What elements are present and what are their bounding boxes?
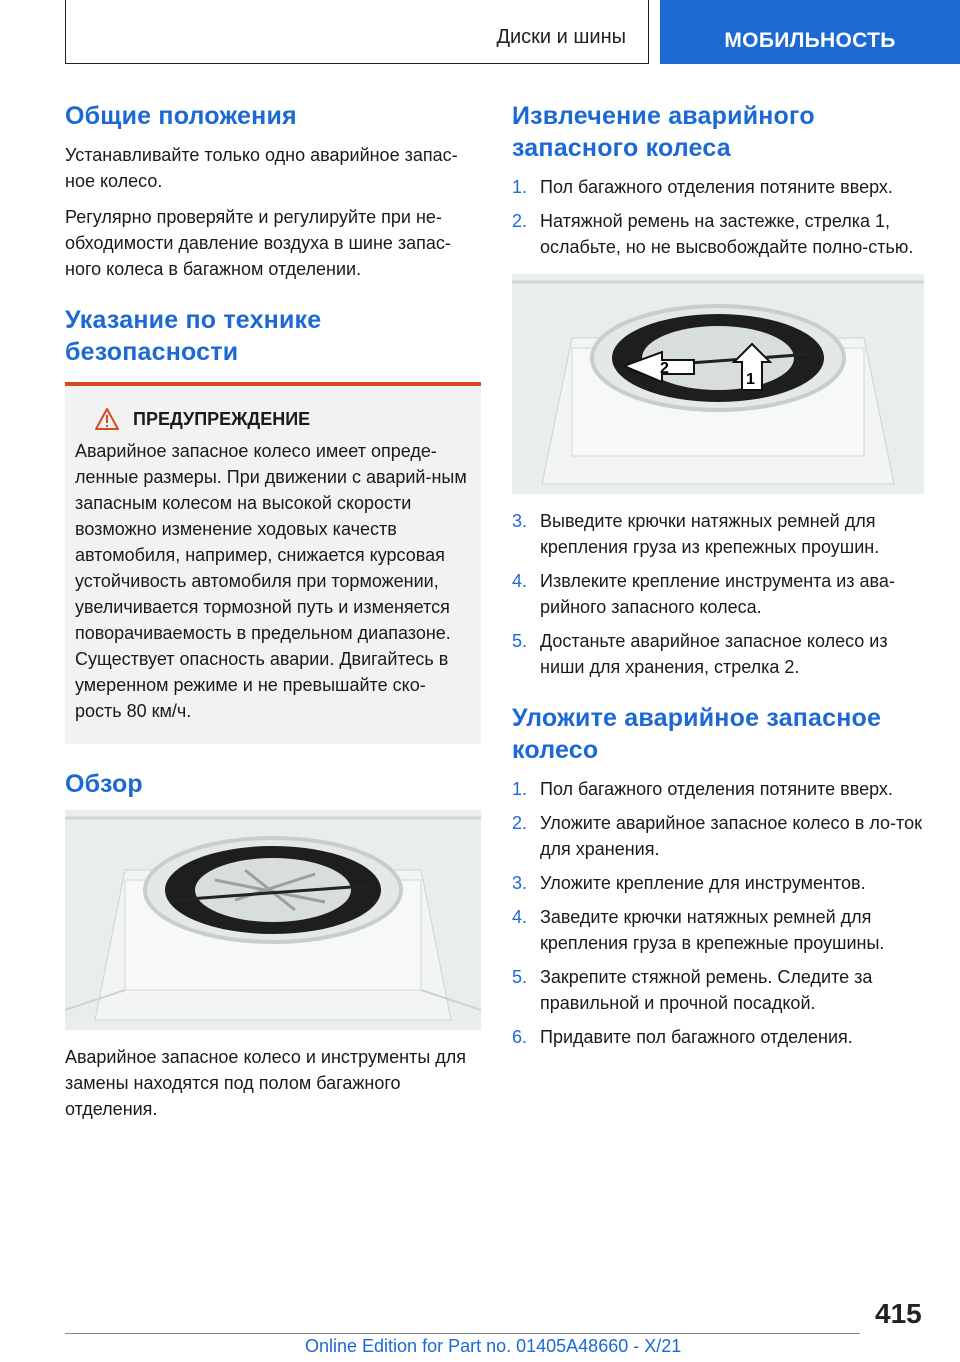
warning-text: Аварийное запасное колесо имеет опреде-ленные размеры. При движении с аварий-ным запасным колесом на высокой скорости возможно изменение ходовых качеств автомобиля, например, снижается курсовая устойчивость автомобиля при торможении, увеличивается тормозной путь и изменяется поворачиваемость в предельном диапазоне. Существует опасность аварии. Двигайтесь в умеренном режиме и не превышайте ско-рость 80 км/ч. [75,441,467,721]
list-item: 5. Достаньте аварийное запасное колесо из ниши для хранения, стрелка 2. [512,631,888,677]
footer-divider [65,1333,860,1334]
remove-steps-b [512,508,924,680]
general-paragraph-1: Устанавливайте только одно аварийное запас-ное колесо. [65,145,458,191]
list-item: 2. Уложите аварийное запасное колесо в ло-ток для хранения. [512,813,922,859]
spare-wheel-removal-image [512,274,924,494]
arrow-2-label: 2 [660,360,669,377]
footer-link[interactable]: Online Edition for Part no. 01405A48660 - X/21 [305,1336,682,1356]
list-item: 2. Натяжной ремень на застежке, стрелка 1, ослабьте, но не высвобождайте полно-стью. [512,211,914,257]
heading-general: Общие положения [65,102,297,130]
list-item: 3. Уложите крепление для инструментов. [512,873,866,893]
overview-caption: Аварийное запасное колесо и инструменты для замены находятся под полом багажного отделения. [65,1047,467,1119]
remove-steps-a [512,174,924,260]
list-item: 5. Закрепите стяжной ремень. Следите за правильной и прочной посадкой. [512,967,873,1013]
spare-wheel-overview-image [65,810,481,1030]
left-column [65,100,481,1132]
header-section: Диски и шины [496,26,626,48]
arrow-1-label: 1 [746,371,755,388]
heading-overview: Обзор [65,770,143,798]
list-item: 4. Заведите крючки натяжных ремней для крепления груза в крепежные проушины. [512,907,885,953]
warning-box [65,382,481,744]
list-item: 6. Придавите пол багажного отделения. [512,1027,853,1047]
heading-remove: Извлечение аварийного запасного колеса [512,102,815,162]
list-item: 3. Выведите крючки натяжных ремней для крепления груза из крепежных проушин. [512,511,880,557]
header-chapter-tab[interactable]: МОБИЛЬНОСТЬ [660,0,960,64]
warning-triangle-icon [95,408,119,430]
warning-header [95,408,471,430]
list-item: 4. Извлеките крепление инструмента из ава-рийного запасного колеса. [512,571,895,617]
list-item: 1. Пол багажного отделения потяните вверх. [512,779,893,799]
stow-steps [512,776,924,1050]
general-paragraph-2: Регулярно проверяйте и регулируйте при не-обходимости давление воздуха в шине запас-ного колеса в багажном отделении. [65,207,451,279]
right-column [512,100,924,1058]
heading-stow: Уложите аварийное запасное колесо [512,704,882,764]
warning-title: ПРЕДУПРЕЖДЕНИЕ [133,408,311,429]
page-number: 415 [875,1298,922,1329]
heading-safety: Указание по технике безопасности [65,306,322,366]
list-item: 1. Пол багажного отделения потяните вверх. [512,177,893,197]
